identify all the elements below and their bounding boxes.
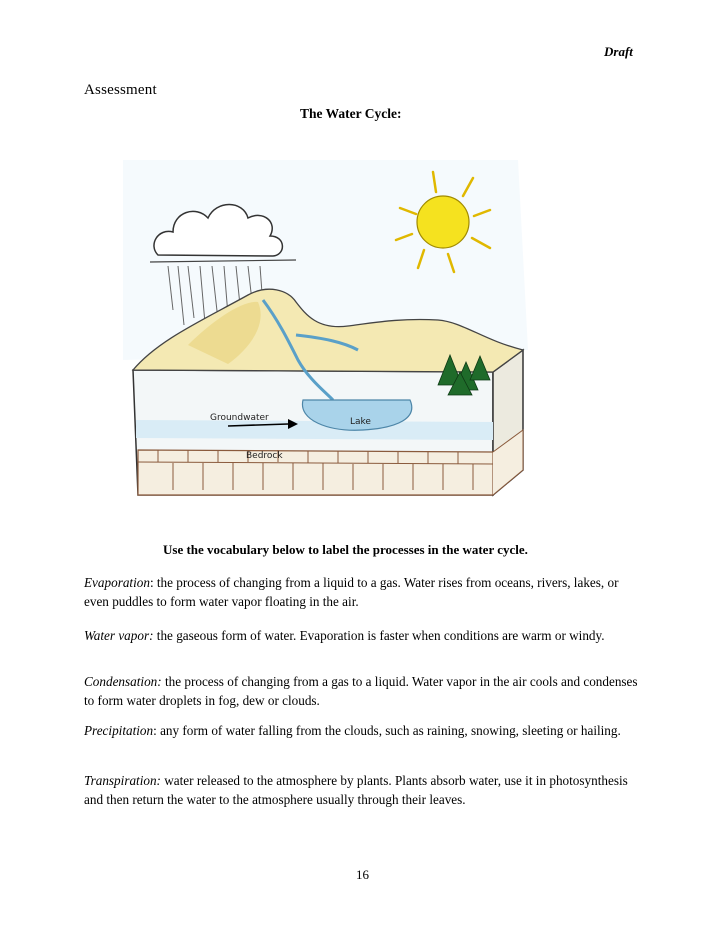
definition-text: : the process of changing from a liquid to a gas. Water rises from oceans, rivers, lakes, or even puddles to form water vapor floating in the air. — [84, 575, 619, 609]
lake-label: Lake — [350, 417, 371, 427]
definition-text: the process of changing from a gas to a liquid. Water vapor in the air cools and condenses to form water droplets in fog, dew or clouds. — [84, 674, 638, 708]
bedrock-label: Bedrock — [246, 451, 283, 461]
definition-text: water released to the atmosphere by plants. Plants absorb water, use it in photosynthesis and then return the water to the atmosphere usually through their leaves. — [84, 773, 628, 807]
definition-term: Evaporation — [84, 575, 150, 590]
definition-precipitation — [84, 721, 644, 740]
water-cycle-illustration — [118, 150, 538, 530]
definition-transpiration — [84, 771, 644, 809]
definition-term: Precipitation — [84, 723, 154, 738]
definition-evaporation — [84, 573, 644, 611]
definition-text: the gaseous form of water. Evaporation is faster when conditions are warm or windy. — [153, 628, 605, 643]
definition-term: Water vapor: — [84, 628, 154, 643]
definition-condensation — [84, 672, 644, 710]
instruction-text: Use the vocabulary below to label the processes in the water cycle. — [163, 542, 528, 557]
water-table-band — [136, 420, 493, 440]
definition-term: Condensation: — [84, 674, 162, 689]
definition-water-vapor — [84, 626, 644, 645]
page-title: The Water Cycle: — [300, 106, 402, 121]
definition-text: : any form of water falling from the clouds, such as raining, snowing, sleeting or hailing. — [153, 723, 621, 738]
draft-label: Draft — [604, 44, 633, 59]
page-number: 16 — [356, 867, 369, 882]
section-label: Assessment — [84, 82, 157, 98]
groundwater-label: Groundwater — [210, 413, 269, 423]
definition-term: Transpiration: — [84, 773, 161, 788]
